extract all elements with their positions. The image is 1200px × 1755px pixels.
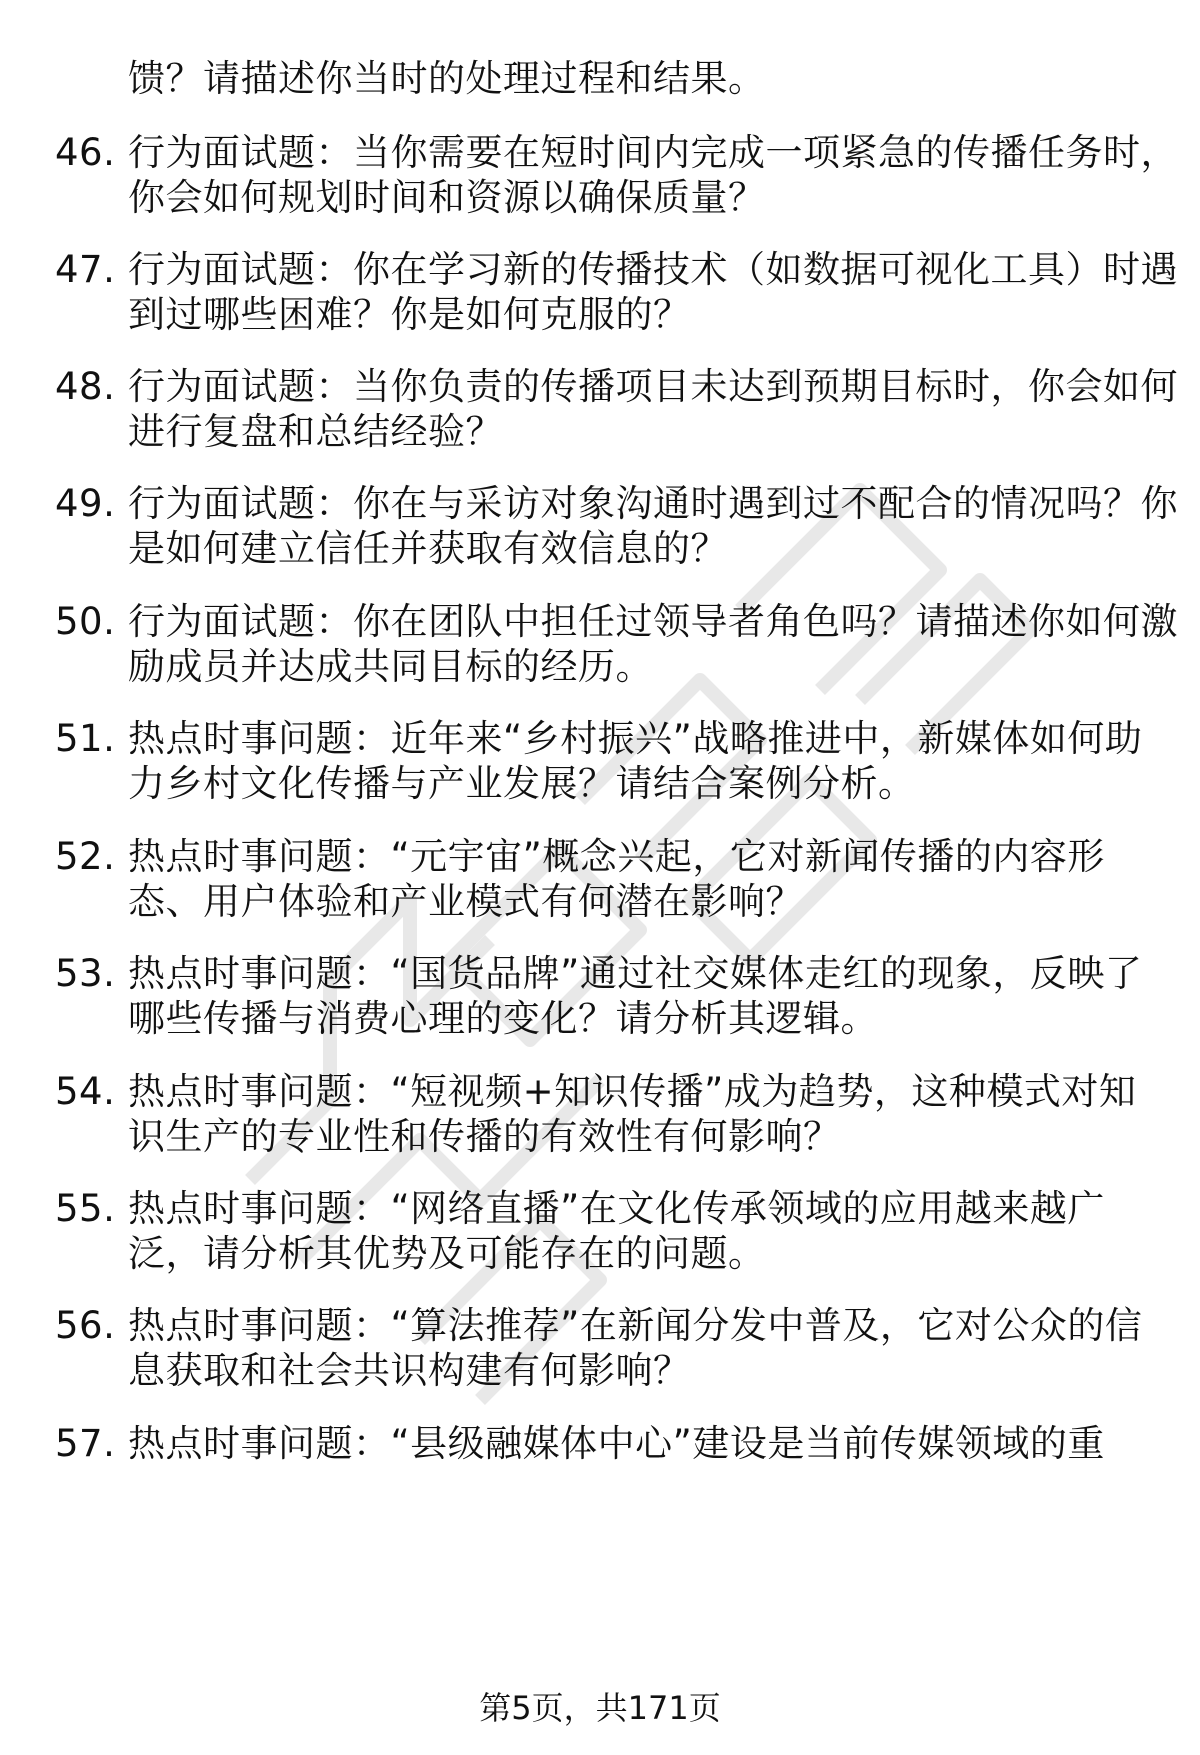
question-text: 力乡村文化传播与产业发展？请结合案例分析。 [128,762,916,805]
question-text: 到过哪些困难？你是如何克服的？ [128,293,691,336]
question-text: 行为面试题：你在团队中担任过领导者角色吗？请描述你如何激 [128,600,1178,643]
question-number: 48. [55,365,116,408]
question-text: 态、用户体验和产业模式有何潜在影响？ [128,880,803,923]
question-text: 热点时事问题：近年来“乡村振兴”战略推进中，新媒体如何助 [128,717,1143,760]
question-text: 行为面试题：你在学习新的传播技术（如数据可视化工具）时遇 [128,248,1178,291]
question-text: 行为面试题：当你负责的传播项目未达到预期目标时，你会如何 [128,365,1178,408]
question-text: 热点时事问题：“网络直播”在文化传承领域的应用越来越广 [128,1187,1105,1230]
question-number: 56. [55,1304,116,1347]
continuation-text: 馈？请描述你当时的处理过程和结果。 [128,57,766,100]
question-text: 识生产的专业性和传播的有效性有何影响？ [128,1115,841,1158]
question-text: 励成员并达成共同目标的经历。 [128,645,653,688]
question-text: 泛，请分析其优势及可能存在的问题。 [128,1232,766,1275]
question-text: 息获取和社会共识构建有何影响？ [128,1349,691,1392]
question-text: 你会如何规划时间和资源以确保质量？ [128,176,766,219]
question-number: 54. [55,1070,116,1113]
question-number: 49. [55,482,116,525]
question-text: 哪些传播与消费心理的变化？请分析其逻辑。 [128,997,878,1040]
question-text: 热点时事问题：“县级融媒体中心”建设是当前传媒领域的重 [128,1422,1105,1465]
question-text: 热点时事问题：“短视频+知识传播”成为趋势，这种模式对知 [128,1070,1137,1113]
question-text: 热点时事问题：“国货品牌”通过社交媒体走红的现象，反映了 [128,952,1143,995]
question-text: 行为面试题：你在与采访对象沟通时遇到过不配合的情况吗？你 [128,482,1178,525]
question-number: 47. [55,248,116,291]
question-number: 55. [55,1187,116,1230]
question-number: 52. [55,835,116,878]
page-footer: 第5页，共171页 [479,1689,721,1727]
question-number: 53. [55,952,116,995]
question-text: 热点时事问题：“元宇宙”概念兴起，它对新闻传播的内容形 [128,835,1105,878]
question-text: 行为面试题：当你需要在短时间内完成一项紧急的传播任务时， [128,131,1178,174]
question-text: 热点时事问题：“算法推荐”在新闻分发中普及，它对公众的信 [128,1304,1143,1347]
question-number: 57. [55,1422,116,1465]
question-number: 50. [55,600,116,643]
question-text: 进行复盘和总结经验？ [128,410,503,453]
question-text: 是如何建立信任并获取有效信息的？ [128,527,728,570]
question-number: 46. [55,131,116,174]
question-number: 51. [55,717,116,760]
